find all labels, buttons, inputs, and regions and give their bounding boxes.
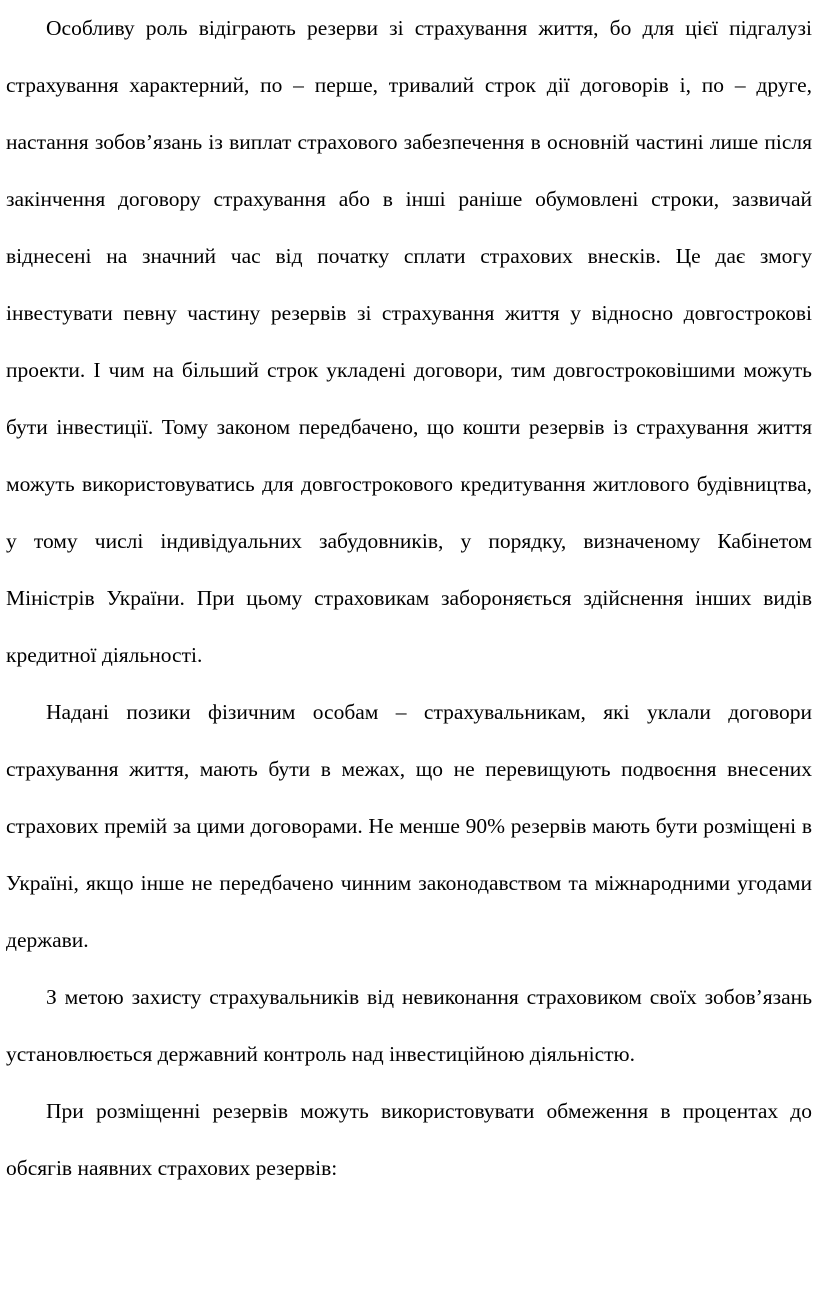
paragraph-state-control: З метою захисту страхувальників від невиконання страховиком своїх зобов’язань установлюється державний контроль над інвестиційною діяльністю. <box>6 985 812 1066</box>
paragraph-life-insurance-reserves: Особливу роль відіграють резерви зі страхування життя, бо для цієї підгалузі страхування характерний, по – перше, тривалий строк дії договорів і, по – друге, настання зобов’язань із виплат страхового забезпечення в основній частині лише після закінчення договору страхування або в інші раніше обумовлені строки, зазвичай віднесені на значний час від початку сплати страхових внесків. Це дає змогу інвестувати певну частину резервів зі страхування життя у відносно довгострокові проекти. І чим на більший строк укладені договори, тим довгостроковішими можуть бути інвестиції. Тому законом передбачено, що кошти резервів із страхування життя можуть використовуватись для довгострокового кредитування житлового будівництва, у тому числі індивідуальних забудовників, у порядку, визначеному Кабінетом Міністрів України. При цьому страховикам забороняється здійснення інших видів кредитної діяльності. <box>6 16 812 667</box>
document-body <box>6 0 812 1197</box>
paragraph-loans-to-individuals: Надані позики фізичним особам – страхувальникам, які уклали договори страхування життя, мають бути в межах, що не перевищують подвоєння внесених страхових премій за цими договорами. Не менше 90% резервів мають бути розміщені в Україні, якщо інше не передбачено чинним законодавством та міжнародними угодами держави. <box>6 700 812 952</box>
paragraph-placement-limits: При розміщенні резервів можуть використовувати обмеження в процентах до обсягів наявних страхових резервів: <box>6 1099 812 1180</box>
